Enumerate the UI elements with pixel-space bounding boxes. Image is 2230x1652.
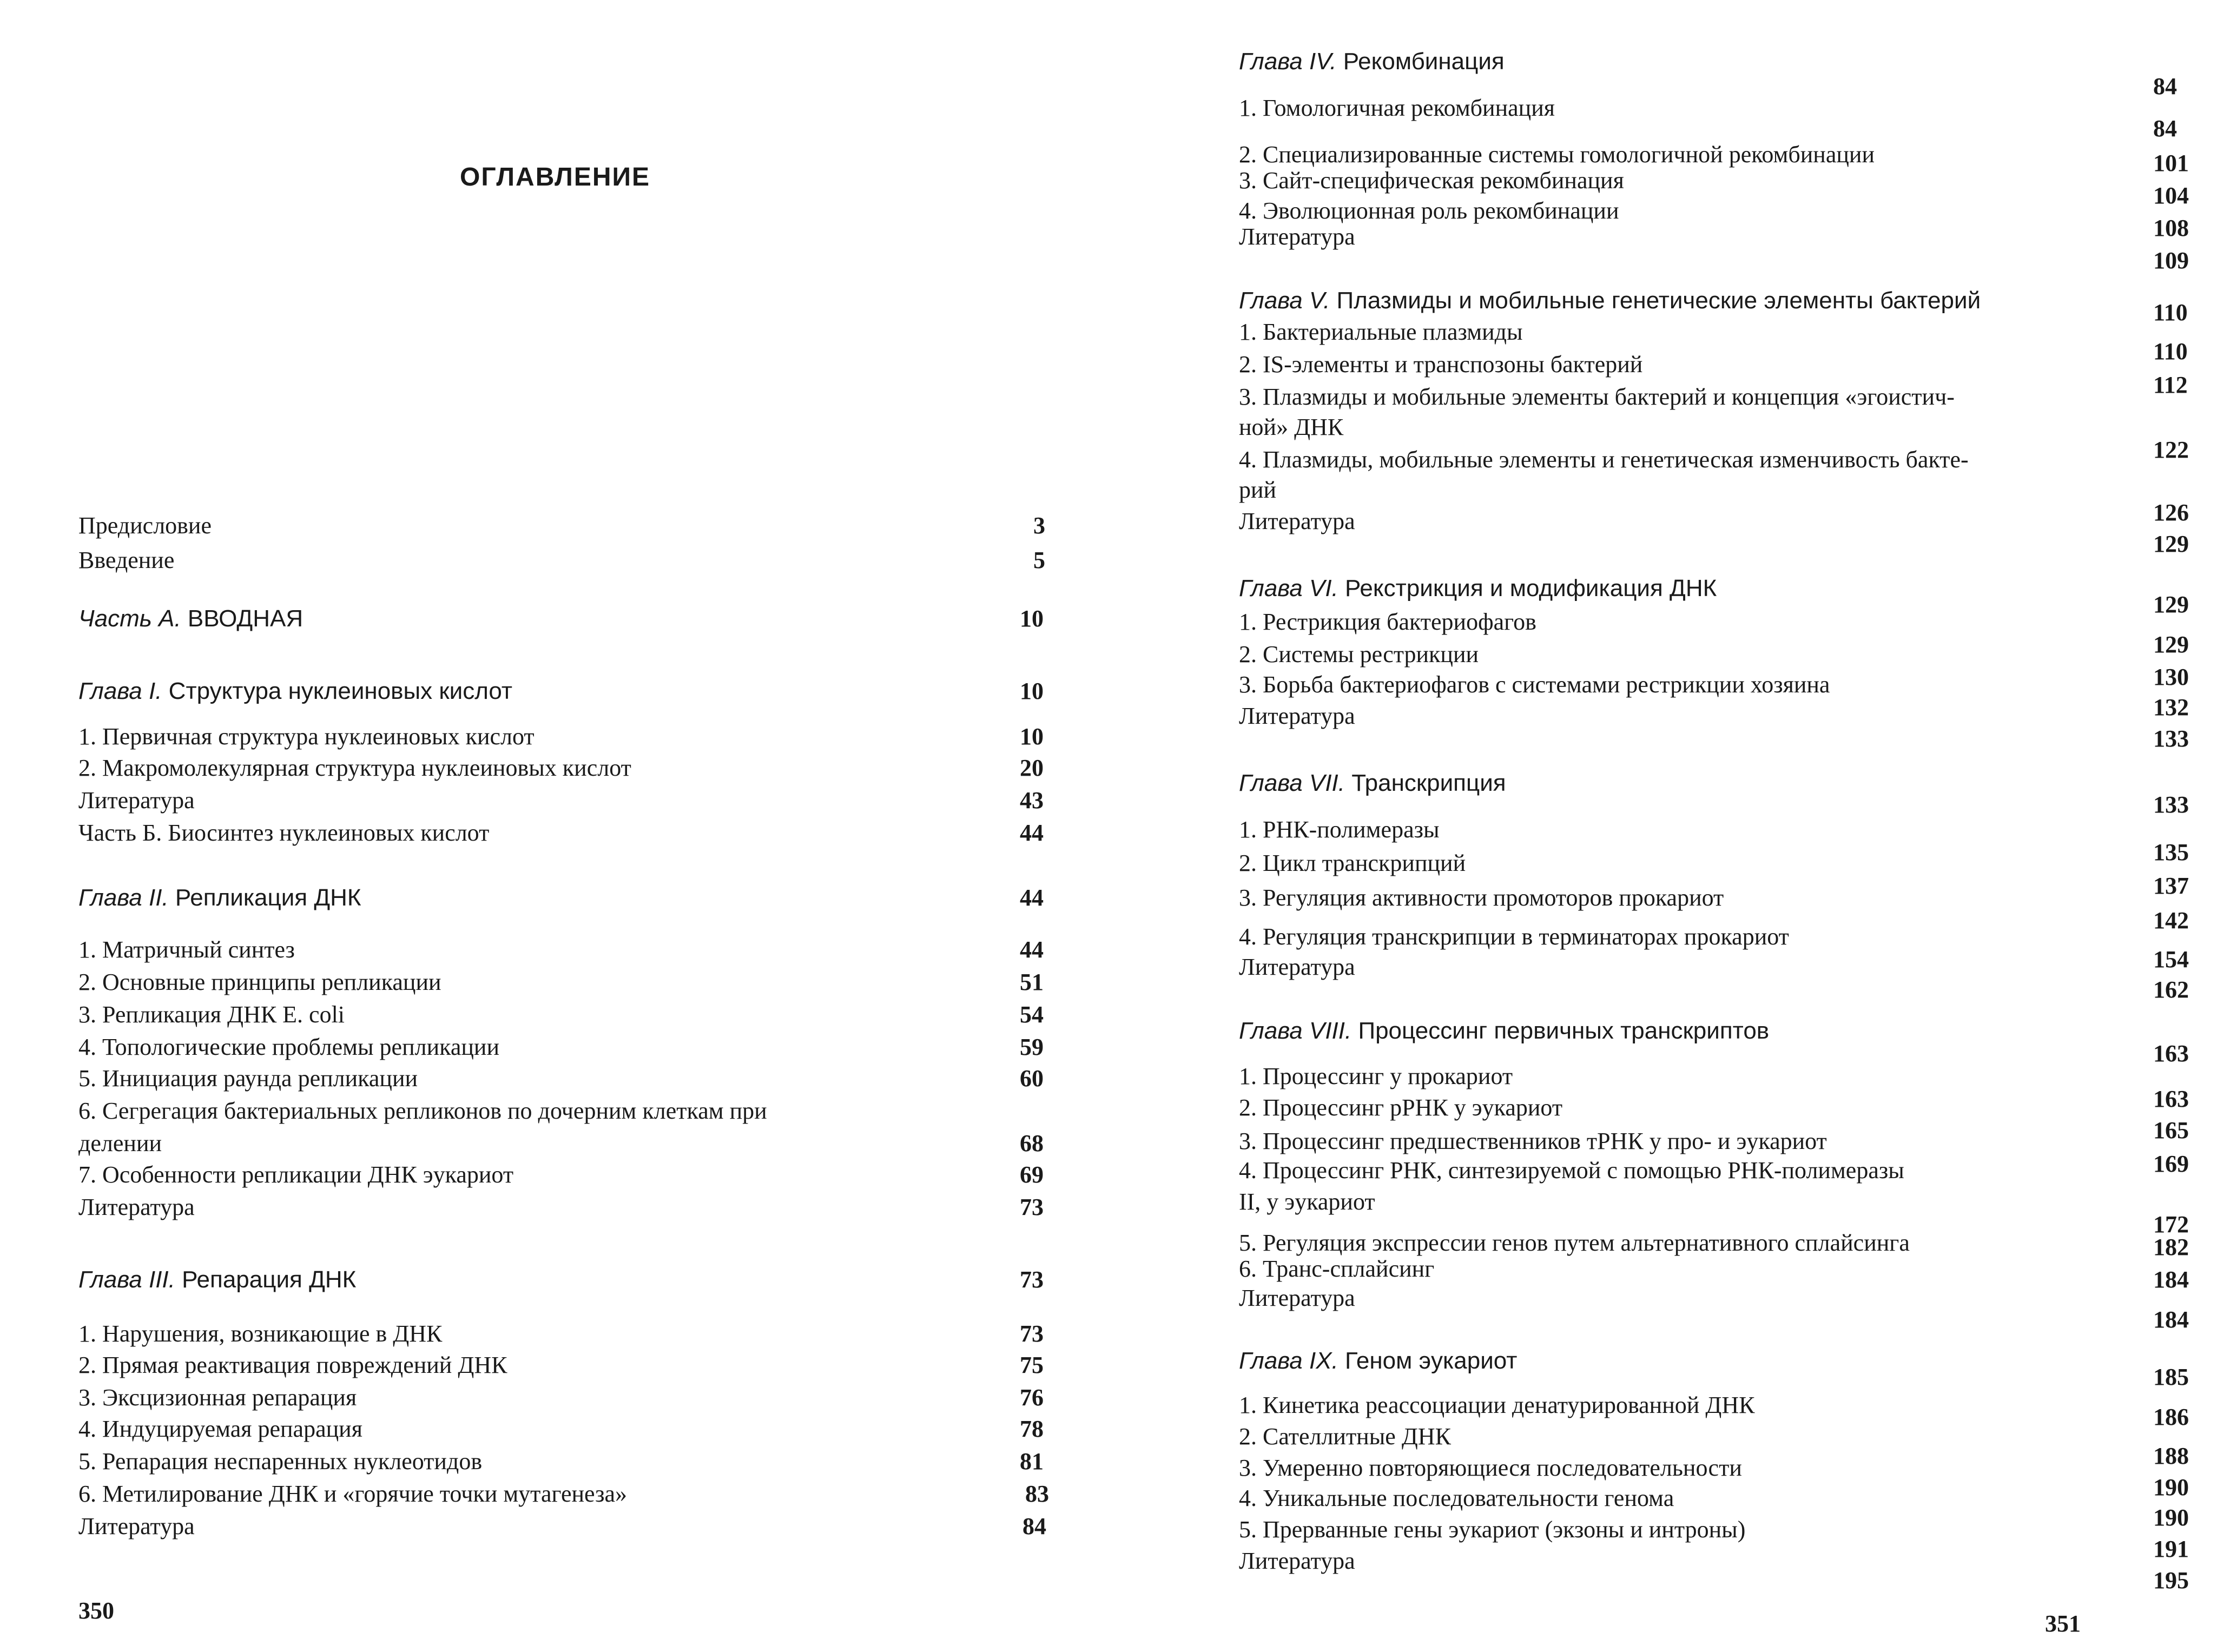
chapter-number: Глава V. [1239,287,1330,314]
entry-page: 182 [2153,1234,2189,1260]
entry-page: 83 [1025,1481,1049,1507]
entry-page: 129 [2153,631,2189,658]
entry-label: 6. Транс-сплайсинг [1239,1255,1435,1282]
entry-page: 108 [2153,215,2189,241]
entry-label: 1. Нарушения, возникающие в ДНК [78,1320,443,1347]
entry-page: 43 [1020,787,1044,814]
entry-label [1239,1016,1769,1046]
chapter-number: Глава VI. [1239,575,1338,602]
entry-page: 186 [2153,1404,2189,1430]
entry-page: 5 [1033,547,1045,573]
chapter-title: Рекомбинация [1336,48,1505,75]
entry-label: 4. Плазмиды, мобильные элементы и генетическая изменчивость бакте- [1239,446,1969,473]
chapter-title: Плазмиды и мобильные генетические элементы бактерий [1330,287,1981,314]
entry-page: 10 [1020,678,1044,704]
entry-page: 165 [2153,1117,2189,1144]
entry-page: 137 [2153,873,2189,899]
entry-label: Введение [78,547,175,573]
chapter-title: Рекстрикция и модификация ДНК [1338,575,1717,602]
entry-label: 4. Процессинг РНК, синтезируемой с помощью РНК-полимеразы [1239,1157,1904,1184]
entry-page: 133 [2153,725,2189,752]
entry-label [1239,47,1505,77]
page-folio: 350 [78,1597,114,1624]
entry-label [78,604,303,634]
entry-label: 7. Особенности репликации ДНК эукариот [78,1161,514,1188]
chapter-title: Транскрипция [1345,770,1506,796]
entry-label: 5. Регуляция экспрессии генов путем альтернативного сплайсинга [1239,1230,1910,1256]
entry-label: 3. Плазмиды и мобильные элементы бактерий и концепция «эгоистич- [1239,384,1955,410]
entry-label: Литература [1239,954,1355,980]
entry-label: 4. Регуляция транскрипции в терминаторах прокариот [1239,923,1789,950]
entry-label: рий [1239,477,1277,503]
entry-label: 5. Репарация неспаренных нуклеотидов [78,1448,483,1475]
entry-page: 190 [2153,1474,2189,1501]
entry-label [1239,768,1506,798]
entry-label: 3. Процессинг предшественников тРНК у про- и эукариот [1239,1128,1827,1154]
entry-page: 84 [2153,115,2177,142]
entry-page: 59 [1020,1034,1044,1060]
entry-page: 126 [2153,499,2189,526]
entry-page: 188 [2153,1443,2189,1469]
entry-label: 3. Сайт-специфическая рекомбинация [1239,167,1624,194]
entry-label: 6. Сегрегация бактериальных репликонов по дочерним клеткам при [78,1098,767,1124]
entry-label: 2. Основные принципы репликации [78,969,441,995]
entry-label: 2. Сателлитные ДНК [1239,1423,1451,1450]
entry-page: 78 [1020,1416,1044,1442]
entry-label: Литература [1239,1285,1355,1311]
entry-page: 69 [1020,1161,1044,1188]
entry-label: Литература [1239,223,1355,250]
entry-page: 75 [1020,1352,1044,1378]
entry-page: 44 [1020,820,1044,846]
entry-page: 104 [2153,182,2189,209]
entry-label: II, у эукариот [1239,1188,1375,1215]
chapter-number: Глава VIII. [1239,1017,1352,1044]
entry-label: 2. Макромолекулярная структура нуклеиновых кислот [78,755,631,781]
entry-label: 4. Эволюционная роль рекомбинации [1239,197,1619,224]
left-page [0,0,1114,1652]
entry-label: ной» ДНК [1239,414,1344,440]
entry-label: 1. Рестрикция бактериофагов [1239,609,1536,635]
entry-label: 4. Индуцируемая репарация [78,1416,362,1442]
entry-label [1239,286,1981,316]
chapter-number: Глава VII. [1239,770,1345,796]
entry-label: 2. Цикл транскрипций [1239,850,1466,876]
chapter-number: Глава IX. [1239,1347,1338,1374]
entry-page: 76 [1020,1384,1044,1411]
chapter-number: Глава II. [78,884,169,911]
entry-page: 84 [1022,1513,1046,1539]
chapter-title: Процессинг первичных транскриптов [1351,1017,1770,1044]
entry-label: 3. Регуляция активности промоторов прокариот [1239,884,1724,911]
entry-page: 169 [2153,1151,2189,1177]
entry-page: 130 [2153,664,2189,690]
entry-page: 20 [1020,755,1044,781]
entry-label: 5. Инициация раунда репликации [78,1065,418,1092]
entry-label: 3. Борьба бактериофагов с системами рестрикции хозяина [1239,671,1830,698]
entry-label: 5. Прерванные гены эукариот (экзоны и интроны) [1239,1516,1746,1543]
entry-page: 133 [2153,791,2189,818]
entry-label: 1. Матричный синтез [78,936,295,963]
entry-page: 142 [2153,907,2189,934]
entry-page: 195 [2153,1567,2189,1594]
entry-label: 3. Умеренно повторяющиеся последовательности [1239,1455,1742,1481]
entry-label: делении [78,1130,162,1157]
entry-label: Литература [78,787,195,814]
page-heading: ОГЛАВЛЕНИЕ [460,163,651,191]
entry-label: 2. Системы рестрикции [1239,641,1479,668]
entry-page: 172 [2153,1211,2189,1238]
chapter-title: Репликация ДНК [168,884,361,911]
entry-page: 44 [1020,936,1044,963]
entry-label: 2. Прямая реактивация повреждений ДНК [78,1352,507,1378]
entry-page: 109 [2153,247,2189,274]
entry-label [1239,573,1717,604]
entry-label: Предисловие [78,512,212,539]
entry-page: 3 [1033,512,1045,539]
chapter-title: Репарация ДНК [175,1266,357,1293]
entry-page: 81 [1020,1448,1044,1475]
entry-page: 191 [2153,1536,2189,1562]
entry-label [1239,1346,1517,1376]
entry-label: Литература [1239,1548,1355,1574]
entry-page: 110 [2153,338,2188,365]
entry-page: 122 [2153,437,2189,463]
entry-page: 51 [1020,969,1044,995]
entry-page: 10 [1020,723,1044,750]
entry-label: 2. Процессинг рРНК у эукариот [1239,1094,1563,1121]
entry-label: 2. Специализированные системы гомологичной рекомбинации [1239,141,1875,168]
entry-page: 163 [2153,1040,2189,1067]
entry-label: 4. Топологические проблемы репликации [78,1034,500,1060]
entry-label: 3. Репликация ДНК E. coli [78,1001,345,1028]
entry-label: Литература [78,1513,195,1539]
page-folio: 351 [2045,1610,2081,1637]
entry-page: 129 [2153,531,2189,557]
entry-page: 184 [2153,1266,2189,1293]
entry-page: 54 [1020,1001,1044,1028]
entry-label: 1. Процессинг у прокариот [1239,1063,1513,1089]
entry-label: Литература [1239,703,1355,729]
entry-label: 3. Эксцизионная репарация [78,1384,357,1411]
entry-page: 101 [2153,150,2189,176]
chapter-title: Геном эукариот [1338,1347,1518,1374]
entry-page: 73 [1020,1266,1044,1293]
entry-page: 154 [2153,946,2189,973]
entry-page: 162 [2153,976,2189,1003]
entry-label: Часть Б. Биосинтез нуклеиновых кислот [78,820,490,846]
entry-page: 44 [1020,884,1044,911]
chapter-number: Глава I. [78,678,162,704]
entry-page: 190 [2153,1504,2189,1531]
part-title: ВВОДНАЯ [181,605,304,632]
entry-label: 6. Метилирование ДНК и «горячие точки мутагенеза» [78,1481,627,1507]
entry-label: 1. РНК-полимеразы [1239,816,1440,843]
entry-label [78,883,361,913]
entry-label [78,1265,356,1295]
entry-page: 10 [1020,605,1044,632]
entry-page: 73 [1020,1194,1044,1220]
entry-page: 60 [1020,1065,1044,1092]
entry-page: 112 [2153,372,2188,398]
entry-page: 132 [2153,694,2189,721]
entry-page: 84 [2153,73,2177,100]
entry-page: 184 [2153,1306,2189,1333]
entry-label: 4. Уникальные последовательности генома [1239,1485,1674,1511]
entry-label: 1. Гомологичная рекомбинация [1239,95,1555,121]
entry-label: 1. Первичная структура нуклеиновых кислот [78,723,535,750]
entry-page: 135 [2153,839,2189,865]
entry-label: Литература [78,1194,195,1220]
entry-label [78,676,512,706]
chapter-number: Глава III. [78,1266,175,1293]
entry-page: 110 [2153,299,2188,326]
part-number: Часть А. [78,605,181,632]
entry-page: 73 [1020,1320,1044,1347]
entry-page: 185 [2153,1364,2189,1390]
entry-label: 2. IS-элементы и транспозоны бактерий [1239,351,1643,378]
entry-page: 129 [2153,591,2189,618]
entry-label: 1. Бактериальные плазмиды [1239,319,1523,345]
entry-label: Литература [1239,508,1355,534]
entry-label: 1. Кинетика реассоциации денатурированной ДНК [1239,1392,1755,1418]
entry-page: 163 [2153,1086,2189,1112]
chapter-title: Структура нуклеиновых кислот [162,678,513,704]
entry-page: 68 [1020,1130,1044,1157]
right-page [1114,0,2230,1652]
chapter-number: Глава IV. [1239,48,1337,75]
